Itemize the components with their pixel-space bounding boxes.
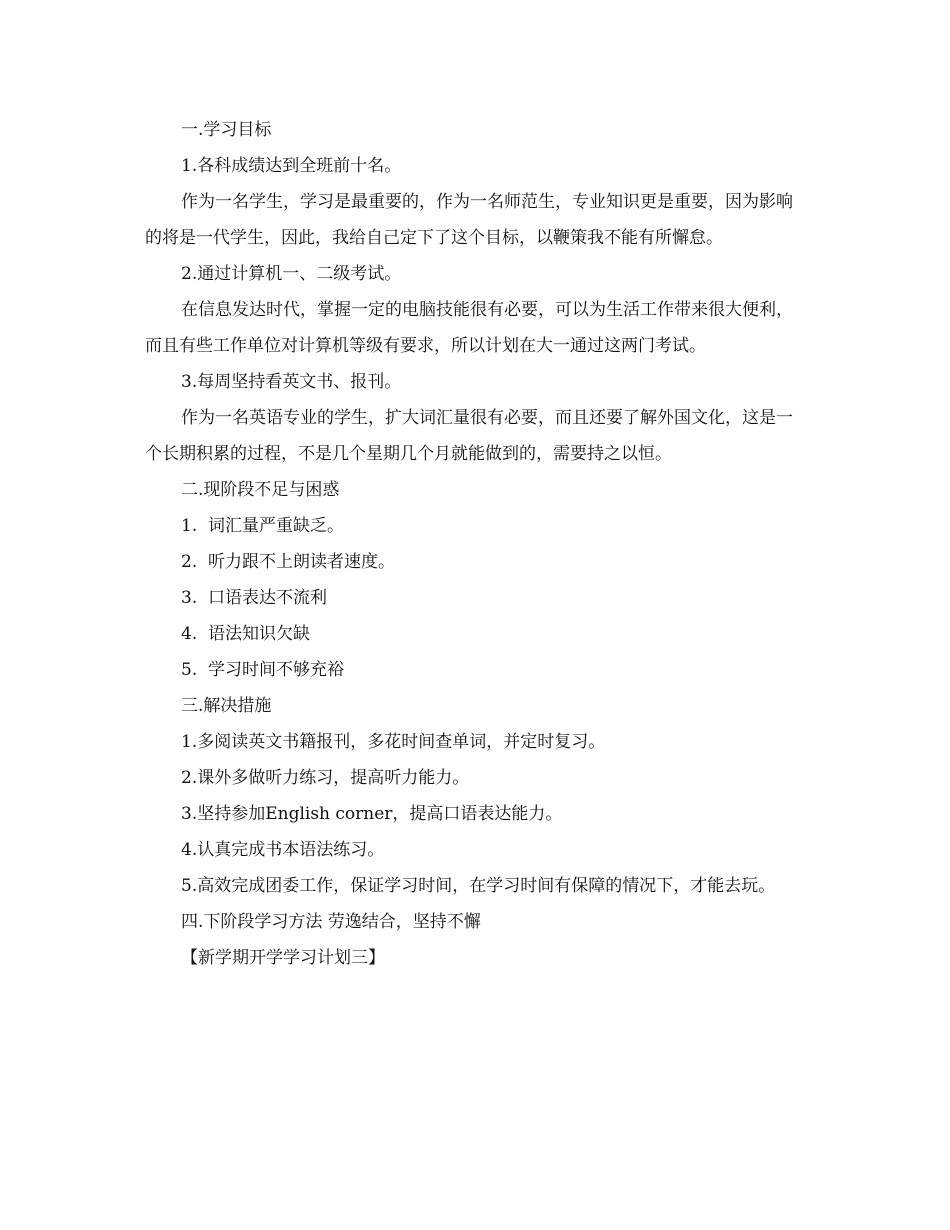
goal-item-1: 1.各科成绩达到全班前十名。 [181, 156, 402, 176]
measure-item-4: 4.认真完成书本语法练习。 [181, 840, 385, 860]
next-plan-heading: 【新学期开学学习计划三】 [181, 948, 385, 968]
measure-item-3: 3.坚持参加English corner，提高口语表达能力。 [181, 804, 563, 824]
measure-item-2: 2.课外多做听力练习，提高听力能力。 [181, 768, 470, 788]
section-heading-measures: 三.解决措施 [181, 696, 272, 716]
goal-paragraph-1: 作为一名学生，学习是最重要的，作为一名师范生，专业知识更是重要，因为影响的将是一代学生，因此，我给自己定下了这个目标，以鞭策我不能有所懈怠。 [145, 192, 793, 248]
section-heading-methods: 四.下阶段学习方法 劳逸结合，坚持不懈 [181, 912, 481, 932]
measure-item-5: 5.高效完成团委工作，保证学习时间，在学习时间有保障的情况下，才能去玩。 [181, 876, 776, 896]
section-heading-problems: 二.现阶段不足与困惑 [181, 480, 340, 500]
goal-paragraph-2: 在信息发达时代，掌握一定的电脑技能很有必要，可以为生活工作带来很大便利，而且有些工作单位对计算机等级有要求，所以计划在大一通过这两门考试。 [145, 300, 793, 356]
measure-item-1: 1.多阅读英文书籍报刊，多花时间查单词，并定时复习。 [181, 732, 606, 752]
problem-item-5: 5. 学习时间不够充裕 [181, 660, 345, 680]
section-heading-goals: 一.学习目标 [181, 120, 272, 140]
goal-paragraph-3: 作为一名英语专业的学生，扩大词汇量很有必要，而且还要了解外国文化，这是一个长期积累的过程，不是几个星期几个月就能做到的，需要持之以恒。 [145, 408, 793, 464]
problem-item-1: 1. 词汇量严重缺乏。 [181, 516, 345, 536]
problem-item-2: 2. 听力跟不上朗读者速度。 [181, 552, 396, 572]
problem-item-3: 3. 口语表达不流利 [181, 588, 328, 608]
problem-item-4: 4. 语法知识欠缺 [181, 624, 311, 644]
document-body [145, 112, 805, 976]
goal-item-2: 2.通过计算机一、二级考试。 [181, 264, 402, 284]
goal-item-3: 3.每周坚持看英文书、报刊。 [181, 372, 402, 392]
